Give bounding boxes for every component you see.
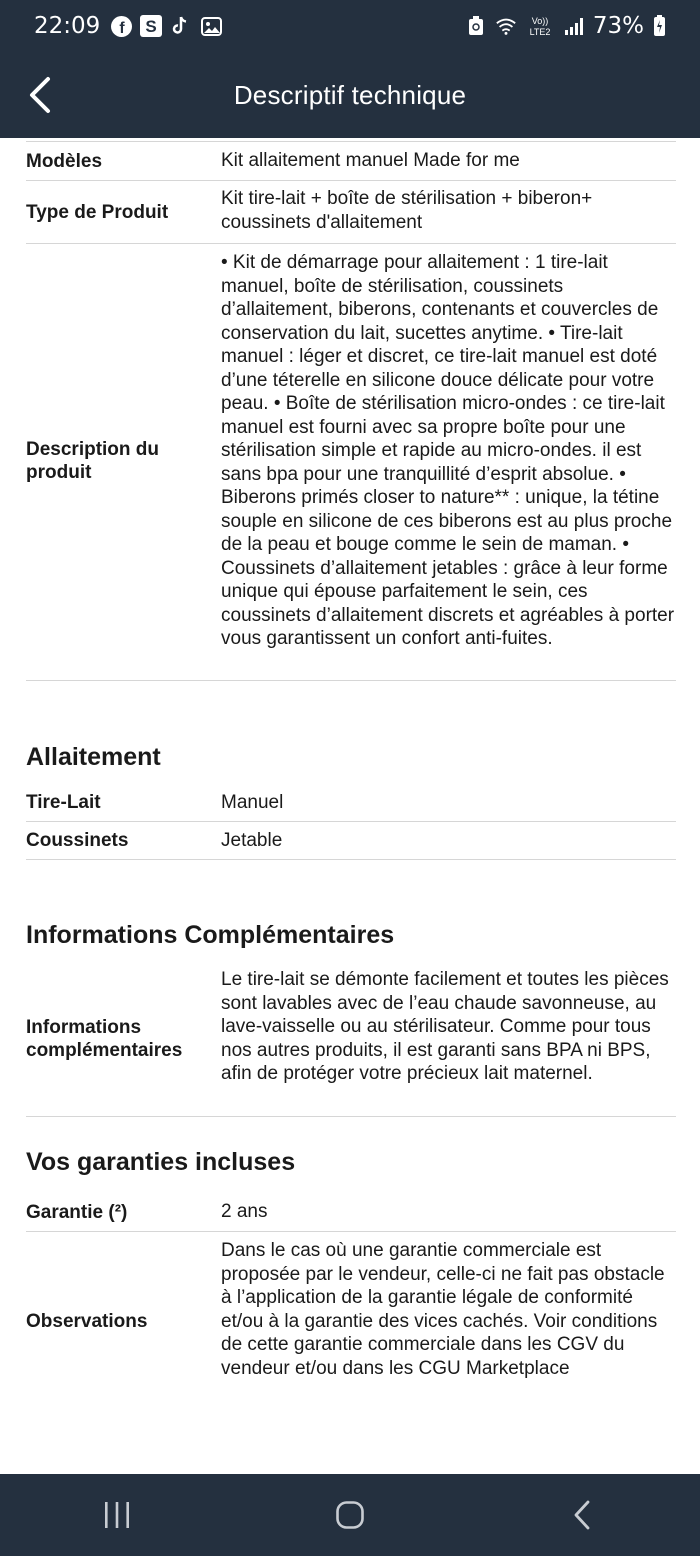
status-time: 22:09 — [34, 13, 101, 39]
facebook-icon — [110, 15, 132, 37]
spec-content — [26, 138, 676, 1410]
spec-row-informations — [26, 962, 676, 1117]
app-bar — [0, 52, 700, 138]
section-title-informations: Informations Complémentaires — [26, 921, 395, 949]
spec-value: Le tire-lait se démonte facilement et toutes les pièces sont lavables avec de l’eau chaude savonneuse, au lave-vaisselle ou au stérilisateur. Comme pour tous nos autres produits, il est garanti sans BPA ni BPS, afin de protéger votre précieux lait maternel. — [221, 969, 669, 1084]
section-title-allaitement: Allaitement — [26, 743, 161, 771]
spec-label: Description du produit — [26, 439, 160, 483]
tiktok-icon — [170, 15, 192, 37]
svg-text:LTE2: LTE2 — [529, 27, 551, 37]
page-title: Descriptif technique — [233, 79, 467, 110]
wifi-icon — [495, 15, 517, 37]
spec-value: Kit tire-lait + boîte de stérilisation + biberon+ coussinets d'allaitement — [221, 188, 593, 233]
home-button[interactable] — [320, 1485, 380, 1545]
spec-label: Garantie (²) — [26, 1201, 128, 1223]
back-button[interactable] — [20, 74, 60, 116]
spec-value: Kit allaitement manuel Made for me — [221, 150, 520, 172]
battery-icon — [652, 15, 666, 37]
spec-row-models — [26, 142, 676, 181]
spec-value: • Kit de démarrage pour allaitement : 1 tire-lait manuel, boîte de stérilisation, coussinets d’allaitement, biberons, contenants et couvercles de conservation du lait, sucettes anytime. • Tire-lait manuel : léger et discret, ce tire-lait manuel est doté d’une téterelle en silicone douce délicate pour votre peau. • Boîte de stérilisation micro-ondes : ce tire-lait manuel est fourni avec sa propre boîte pour une stérilisation simple et rapide au micro-ondes. il est sans bpa pour une tranquillité d’esprit absolue. • Biberons primés closer to nature** : unique, la tétine souple en silicone de ces biberons est au plus proche de la peau et bouge comme le sein de maman. • Coussinets d’allaitement jetables : grâce à leur forme unique qui épouse parfaitement le sein, ces coussinets d’allaitement discrets et agréables à porter vous garantissent un confort anti-fuites. — [221, 252, 675, 649]
spec-row-tire-lait — [26, 784, 676, 822]
spec-row-description — [26, 244, 676, 681]
s-app-icon — [140, 15, 162, 37]
back-nav-icon — [571, 1499, 595, 1531]
spec-value: Dans le cas où une garantie commerciale est proposée par le vendeur, celle-ci ne fait pas obstacle à l’application de la garantie légale de conformité et/ou à la garantie des vices cachés. Voir conditions de cette garantie commerciale dans les CGV du vendeur et/ou dans les CGU Marketplace — [221, 1240, 665, 1379]
navigation-bar — [0, 1474, 700, 1556]
spec-row-observations — [26, 1232, 676, 1410]
recycle-icon — [465, 15, 487, 37]
spec-label: Informations complémentaires — [26, 1017, 183, 1061]
svg-text:Vo)): Vo)) — [531, 16, 549, 26]
home-icon — [335, 1500, 365, 1530]
volte-icon — [525, 15, 555, 37]
signal-icon — [563, 15, 585, 37]
status-system-icons — [465, 13, 666, 39]
chevron-left-icon — [26, 76, 54, 114]
section-title-garanties: Vos garanties incluses — [26, 1148, 296, 1176]
spec-label: Coussinets — [26, 830, 129, 851]
spec-label: Modèles — [26, 150, 103, 172]
spec-row-coussinets — [26, 822, 676, 860]
spec-value: 2 ans — [221, 1201, 268, 1223]
recent-apps-button[interactable] — [87, 1485, 147, 1545]
svg-text:S: S — [145, 17, 157, 36]
spec-label: Observations — [26, 1310, 148, 1332]
spec-value: Jetable — [221, 829, 283, 851]
spec-value: Manuel — [221, 791, 284, 813]
status-notification-icons — [110, 15, 222, 37]
spec-label: Tire-Lait — [26, 792, 101, 813]
status-bar — [0, 0, 700, 52]
recent-apps-icon — [102, 1500, 132, 1530]
back-nav-button[interactable] — [553, 1485, 613, 1545]
svg-text:f: f — [119, 19, 125, 37]
battery-percentage: 73% — [592, 13, 644, 39]
gallery-icon — [200, 15, 222, 37]
spec-row-garantie — [26, 1193, 676, 1232]
spec-row-product-type — [26, 181, 676, 244]
spec-label: Type de Produit — [26, 201, 169, 223]
